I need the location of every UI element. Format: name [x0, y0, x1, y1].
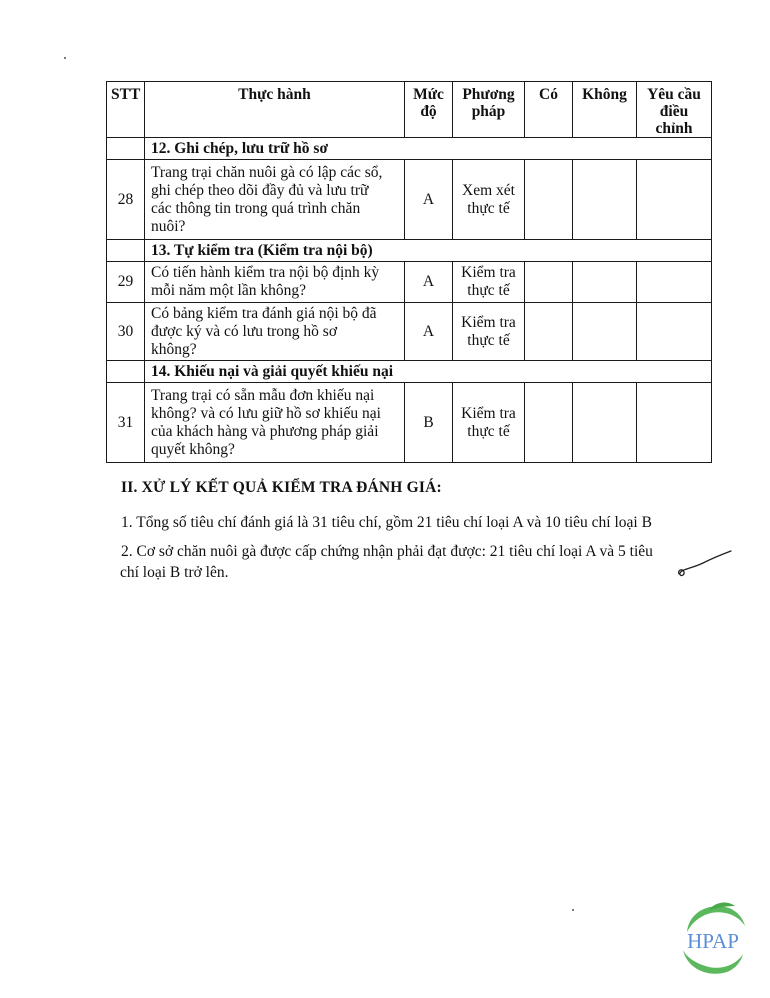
table-row: [107, 160, 712, 240]
section-title: 12. Ghi chép, lưu trữ hồ sơ: [145, 138, 712, 160]
header-level: Mức độ: [405, 82, 453, 138]
row-practice: Trang trại có sẵn mẫu đơn khiếu nại không? và có lưu giữ hồ sơ khiếu nại của khách hàng và phương pháp giải quyết không?: [145, 383, 405, 463]
scan-speck: [64, 57, 66, 59]
row-practice: Có tiến hành kiểm tra nội bộ định kỳ mỗi năm một lần không?: [145, 262, 405, 303]
section-stt-cell: [107, 138, 145, 160]
row-practice: Trang trại chăn nuôi gà có lập các sổ, ghi chép theo dõi đầy đủ và lưu trữ các thông tin trong quá trình chăn nuôi?: [145, 160, 405, 240]
section-row-12: [107, 138, 712, 160]
section-stt-cell: [107, 240, 145, 262]
row-no-cell[interactable]: [573, 383, 637, 463]
row-method: Kiểm tra thực tế: [453, 262, 525, 303]
result-item-2-line2: chí loại B trở lên.: [120, 564, 229, 581]
result-item-2: [121, 541, 691, 583]
row-method: Xem xét thực tế: [453, 160, 525, 240]
row-no-cell[interactable]: [573, 262, 637, 303]
section-heading: II. XỬ LÝ KẾT QUẢ KIỂM TRA ĐÁNH GIÁ:: [121, 479, 442, 496]
section-row-14: [107, 361, 712, 383]
hpap-logo: [673, 898, 753, 980]
table-row: [107, 262, 712, 303]
row-level: A: [405, 160, 453, 240]
row-no-cell[interactable]: [573, 303, 637, 361]
row-yes-cell[interactable]: [525, 262, 573, 303]
row-stt: 28: [107, 160, 145, 240]
header-no: Không: [573, 82, 637, 138]
table-row: [107, 383, 712, 463]
header-yes: Có: [525, 82, 573, 138]
row-no-cell[interactable]: [573, 160, 637, 240]
header-method: Phương pháp: [453, 82, 525, 138]
row-adjust-cell[interactable]: [637, 262, 712, 303]
header-adjust: Yêu cầu điều chỉnh: [637, 82, 712, 138]
header-practice: Thực hành: [145, 82, 405, 138]
row-method: Kiểm tra thực tế: [453, 383, 525, 463]
logo-bottom-arc: [683, 950, 743, 974]
table-header-row: [107, 82, 712, 138]
result-item-1: 1. Tổng số tiêu chí đánh giá là 31 tiêu chí, gồm 21 tiêu chí loại A và 10 tiêu chí loại B: [121, 514, 652, 531]
row-practice: Có bảng kiểm tra đánh giá nội bộ đã được ký và có lưu trong hồ sơ không?: [145, 303, 405, 361]
scan-speck: [572, 909, 574, 911]
row-adjust-cell[interactable]: [637, 303, 712, 361]
row-level: A: [405, 262, 453, 303]
row-stt: 29: [107, 262, 145, 303]
row-adjust-cell[interactable]: [637, 160, 712, 240]
row-level: A: [405, 303, 453, 361]
row-stt: 30: [107, 303, 145, 361]
section-stt-cell: [107, 361, 145, 383]
row-yes-cell[interactable]: [525, 303, 573, 361]
checklist-table: [106, 81, 712, 463]
section-row-13: [107, 240, 712, 262]
row-stt: 31: [107, 383, 145, 463]
row-yes-cell[interactable]: [525, 383, 573, 463]
table-row: [107, 303, 712, 361]
row-yes-cell[interactable]: [525, 160, 573, 240]
result-item-2-line1: 2. Cơ sở chăn nuôi gà được cấp chứng nhận phải đạt được: 21 tiêu chí loại A và 5 tiêu: [121, 543, 653, 560]
logo-text: HPAP: [687, 929, 739, 953]
row-adjust-cell[interactable]: [637, 383, 712, 463]
row-level: B: [405, 383, 453, 463]
section-title: 13. Tự kiểm tra (Kiểm tra nội bộ): [145, 240, 712, 262]
section-title: 14. Khiếu nại và giải quyết khiếu nại: [145, 361, 712, 383]
header-stt: STT: [107, 82, 145, 138]
signature-mark: [673, 548, 733, 582]
row-method: Kiểm tra thực tế: [453, 303, 525, 361]
